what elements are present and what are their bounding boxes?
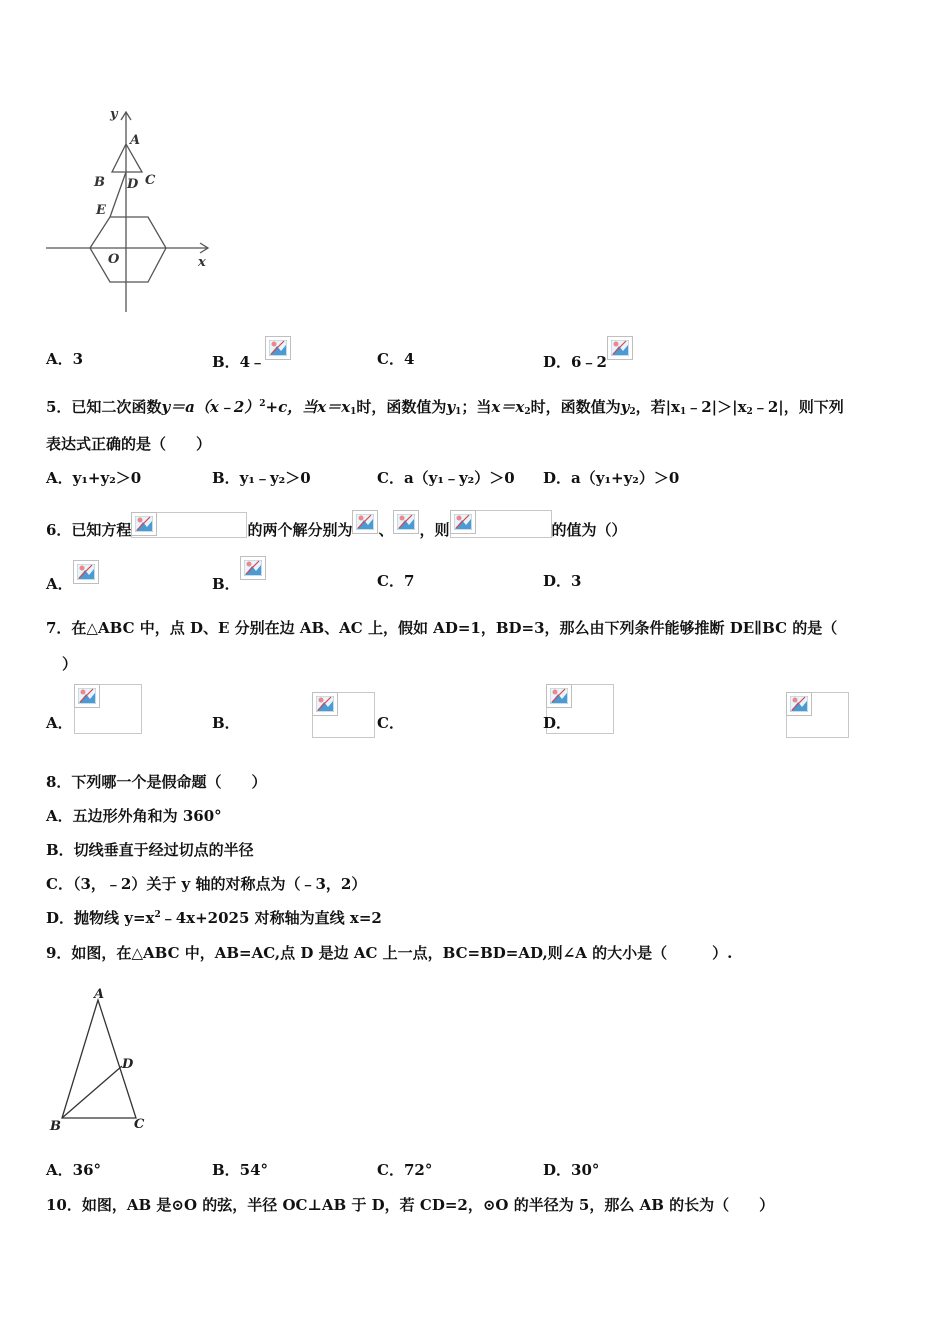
q5-text: 时，函数值为	[530, 398, 621, 416]
q5-text: ﹣2|＞|x	[686, 398, 747, 416]
q4-option-d	[543, 348, 633, 372]
broken-image-icon	[546, 684, 572, 708]
broken-image-icon	[607, 336, 633, 360]
q5-sub: 2	[629, 407, 636, 417]
q9-option-d: D．30°	[543, 1161, 600, 1179]
q5-sub: 1	[455, 407, 462, 417]
q6-text: 、	[378, 521, 394, 539]
broken-image-icon	[786, 692, 812, 716]
q5-function-tail: +c，当	[265, 398, 318, 416]
broken-image-icon	[312, 692, 338, 716]
q5-exponent: 2	[259, 399, 266, 409]
q4-option-d-text: D．6﹣2	[543, 353, 607, 371]
fig1-label-c: C	[145, 173, 156, 188]
q6-text: 的值为（）	[551, 521, 627, 539]
q4-option-a: A．3	[46, 350, 84, 368]
fig2-label-c: C	[134, 1117, 145, 1132]
q5-sub: 1	[350, 407, 357, 417]
q8-option-d-text-tail: ﹣4x+2025 对称轴为直线 x=2	[160, 909, 382, 927]
q5-option-a: A．y₁+y₂＞0	[46, 469, 142, 487]
q5-y1: y	[446, 398, 456, 416]
fig2-label-b: B	[50, 1119, 61, 1132]
broken-image-icon	[393, 510, 419, 534]
q4-option-c: C．4	[377, 350, 415, 368]
q7-stem-line2: ）	[62, 655, 78, 673]
q6-option-c: C．7	[377, 572, 415, 590]
q7-stem-line1: 7．在△ABC 中，点 D、E 分别在边 AB、AC 上，假如 AD=1，BD=3，那么由下列条件能够推断 DE∥BC 的是（	[46, 619, 838, 637]
q5-sub: 2	[746, 407, 753, 417]
q6-equation-image	[131, 512, 247, 538]
q6-option-b	[212, 570, 266, 594]
q5-x2: x＝x	[491, 398, 525, 416]
q5-option-c: C．a（y₁﹣y₂）＞0	[377, 469, 515, 487]
q6-expression-image	[450, 510, 552, 538]
q5-text: ﹣2|，则下列	[752, 398, 844, 416]
q7-option-a-label: A．	[46, 714, 73, 732]
q7-option-a-image	[74, 684, 142, 734]
q5-option-d: D．a（y₁+y₂）＞0	[543, 469, 680, 487]
fig2-label-a: A	[94, 987, 105, 1002]
figure-hexagon-triangle	[40, 100, 220, 320]
q5-x1: x＝x	[317, 398, 351, 416]
q5-text: ；当	[461, 398, 492, 416]
figure-triangle-abc	[44, 982, 164, 1132]
q5-option-b: B．y₁﹣y₂＞0	[212, 469, 311, 487]
q9-stem: 9．如图，在△ABC 中，AB=AC,点 D 是边 AC 上一点，BC=BD=AD,则∠A 的大小是（ ）.	[46, 944, 733, 962]
q8-option-b: B．切线垂直于经过切点的半径	[46, 841, 254, 859]
fig1-label-a: A	[130, 133, 141, 148]
q6-option-a-label: A．	[46, 575, 73, 593]
q6-text: ，则	[419, 521, 450, 539]
q6-option-a	[46, 570, 99, 594]
broken-image-icon	[450, 510, 476, 534]
q7-option-c-label: C．	[377, 714, 404, 732]
q9-option-a: A．36°	[46, 1161, 102, 1179]
q7-option-b-label: B．	[212, 714, 240, 732]
q6-stem	[46, 512, 627, 540]
fig1-label-o: O	[108, 252, 120, 267]
q7-option-d-image	[786, 692, 849, 738]
fig1-label-d: D	[127, 177, 139, 192]
q5-text: 5．已知二次函数	[46, 398, 162, 416]
broken-image-icon	[131, 512, 157, 536]
q8-option-a: A．五边形外角和为 360°	[46, 807, 222, 825]
q8-option-d-text: D．抛物线 y=x	[46, 909, 155, 927]
broken-image-icon	[352, 510, 378, 534]
q6-option-d: D．3	[543, 572, 582, 590]
q7-option-b-image	[312, 692, 375, 738]
q5-stem-line2: 表达式正确的是（ ）	[46, 435, 212, 453]
fig1-label-b: B	[94, 175, 105, 190]
broken-image-icon	[74, 684, 100, 708]
q5-sub: 2	[524, 407, 531, 417]
q5-function: y＝a（x﹣2）	[161, 398, 260, 416]
q9-option-c: C．72°	[377, 1161, 433, 1179]
q8-stem: 8．下列哪一个是假命题（ ）	[46, 773, 267, 791]
fig1-label-e: E	[96, 203, 106, 218]
broken-image-icon	[73, 560, 99, 584]
q9-option-b: B．54°	[212, 1161, 269, 1179]
q8-option-c: C．（3，﹣2）关于 y 轴的对称点为（﹣3，2）	[46, 875, 367, 893]
q4-option-b-text: B．4﹣	[212, 353, 266, 371]
q4-option-b	[212, 348, 291, 372]
q6-option-b-label: B．	[212, 575, 240, 593]
q8-exponent: 2	[154, 910, 161, 920]
fig1-label-x: x	[198, 255, 206, 270]
fig2-label-d: D	[122, 1057, 134, 1072]
q5-y2: y	[620, 398, 630, 416]
q8-option-d	[46, 907, 382, 928]
fig1-label-y: y	[110, 107, 118, 122]
q5-text: ，若|x	[635, 398, 680, 416]
q10-stem: 10．如图，AB 是⊙O 的弦，半径 OC⊥AB 于 D，若 CD=2，⊙O 的半径为 5，那么 AB 的长为（ ）	[46, 1196, 775, 1214]
broken-image-icon	[240, 556, 266, 580]
q7-option-d-label: D．	[543, 714, 572, 732]
q6-text: 6．已知方程	[46, 521, 132, 539]
broken-image-icon	[265, 336, 291, 360]
q6-text: 的两个解分别为	[247, 521, 353, 539]
q5-text: 时，函数值为	[356, 398, 447, 416]
q5-stem-line1	[46, 396, 844, 417]
q5-sub: 1	[679, 407, 687, 417]
